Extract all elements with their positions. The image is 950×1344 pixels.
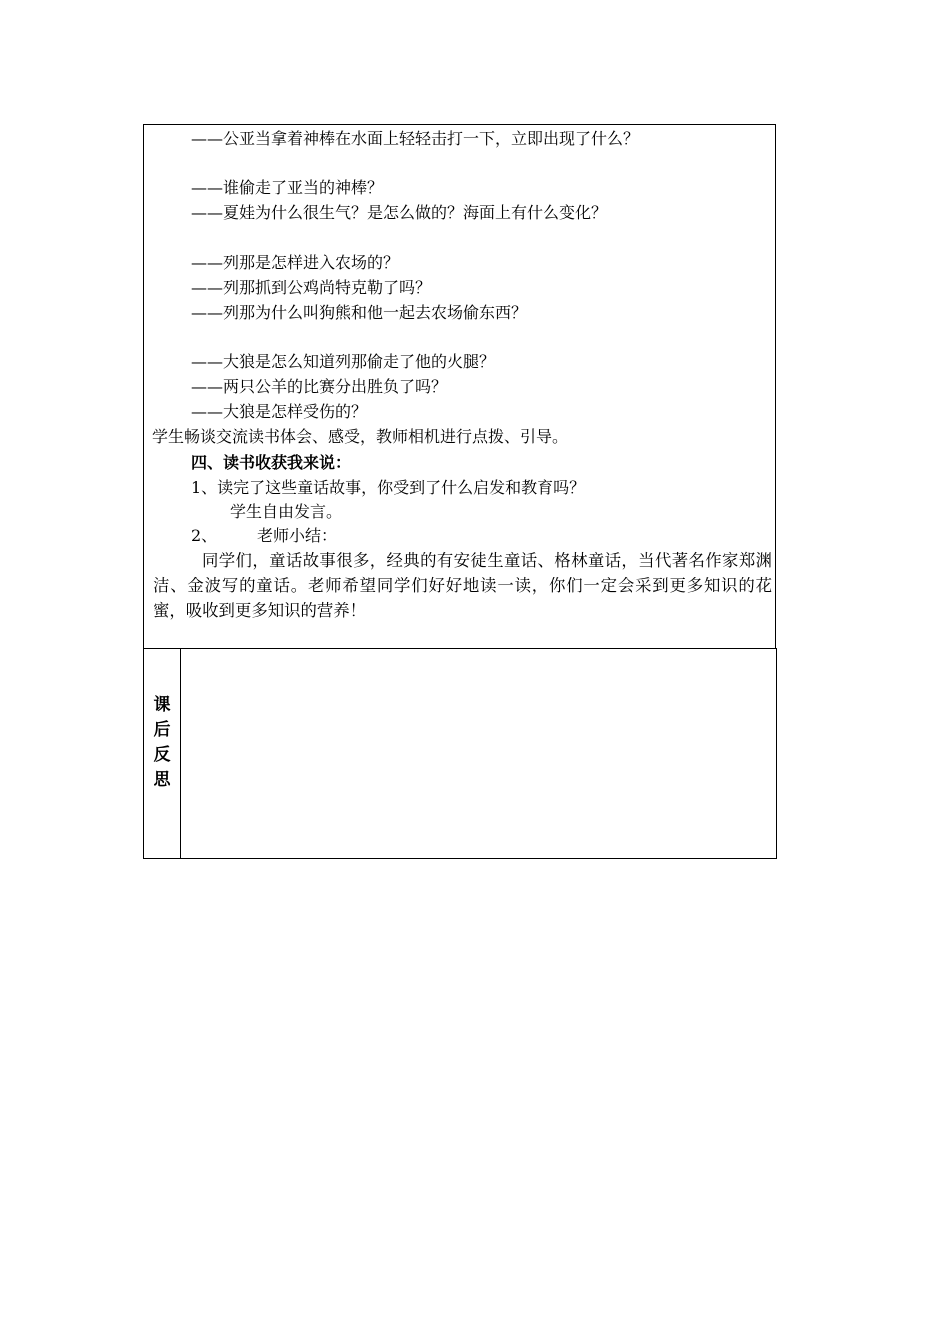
question-line: ——大狼是怎么知道列那偷走了他的火腿？ (191, 352, 496, 371)
question-line: ——两只公羊的比赛分出胜负了吗？ (191, 377, 448, 396)
question-line: ——夏娃为什么很生气？是怎么做的？海面上有什么变化？ (191, 203, 608, 222)
reflection-label-char: 思 (153, 770, 171, 790)
question-line: ——公亚当拿着神棒在水面上轻轻击打一下，立即出现了什么？ (191, 129, 640, 148)
exchange-text: 学生畅谈交流读书体会、感受，教师相机进行点拨、引导。 (152, 427, 569, 446)
reflection-label-char: 反 (153, 745, 171, 765)
reflection-label-char: 课 (153, 695, 171, 715)
reflection-label-char: 后 (153, 720, 171, 740)
question-line: ——谁偷走了亚当的神棒？ (191, 178, 384, 197)
summary-paragraph: 同学们，童话故事很多，经典的有安徒生童话、格林童话，当代著名作家郑渊洁、金波写的童话。老师希望同学们好好地读一读，你们一定会采到更多知识的花蜜，吸收到更多知识的营养！ (153, 551, 772, 620)
item-2-number: 2、 (191, 526, 218, 545)
item-2-label: 老师小结： (257, 526, 338, 545)
question-line: ——列那是怎样进入农场的？ (191, 253, 400, 272)
question-line: ——列那为什么叫狗熊和他一起去农场偷东西？ (191, 303, 528, 322)
section-heading: 四、读书收获我来说： (191, 453, 352, 472)
reflection-body (182, 649, 776, 858)
reflection-row (143, 648, 777, 859)
question-line: ——列那抓到公鸡尚特克勒了吗？ (191, 278, 432, 297)
question-line: ——大狼是怎样受伤的？ (191, 402, 368, 421)
item-1: 1、读完了这些童话故事，你受到了什么启发和教育吗？ (191, 478, 586, 497)
reflection-label (144, 693, 180, 793)
reflection-label-cell (144, 649, 181, 858)
item-1-answer: 学生自由发言。 (230, 502, 343, 521)
